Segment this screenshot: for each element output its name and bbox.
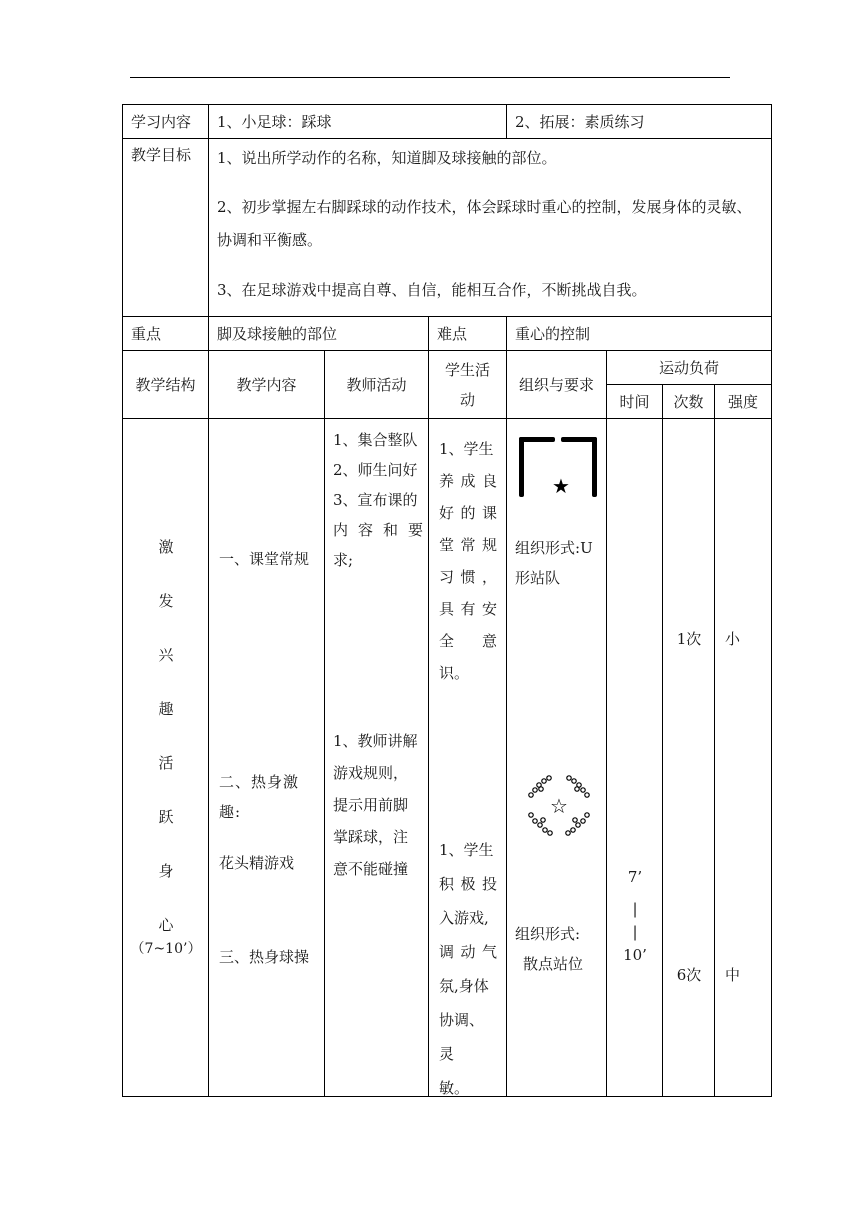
intensity-2: 中: [725, 966, 741, 984]
structure-char-7: 身: [158, 862, 174, 880]
teacher-item-1: 1、集合整队: [333, 431, 418, 449]
u-formation-diagram: [519, 437, 605, 503]
structure-duration: （7~10’）: [130, 941, 202, 957]
student-line: 习惯，: [439, 568, 497, 586]
time-end: 10’: [623, 946, 647, 964]
structure-char-5: 活: [158, 754, 174, 772]
student-line: 全 意: [439, 632, 497, 650]
difficulty-value: 重心的控制: [507, 317, 772, 351]
organization-text-1: [515, 533, 593, 593]
structure-char-2: 发: [158, 592, 174, 610]
key-point-label: 重点: [123, 317, 209, 351]
student-cell: [429, 419, 507, 1097]
time-dash-2: |: [632, 923, 638, 941]
content-item-ball-exercise: 三、热身球操: [219, 948, 310, 966]
intensity-1: 小: [725, 630, 741, 648]
student-line: 积极投: [439, 875, 497, 893]
structure-char-4: 趣: [158, 700, 174, 718]
student-line: 识。: [439, 664, 470, 682]
content-item-game: 花头精游戏: [219, 854, 295, 872]
col-header-load: 运动负荷: [607, 351, 772, 385]
header-row-1: [123, 351, 772, 385]
focus-row: [123, 317, 772, 351]
teacher-item-4d: 掌踩球，注: [333, 828, 409, 846]
student-line: 协调、灵: [439, 1011, 485, 1063]
structure-char-8: 心: [158, 916, 174, 934]
goal-3: 3、在足球游戏中提高自尊、自信，能相互合作，不断挑战自我。: [217, 281, 647, 299]
key-point-value: 脚及球接触的部位: [209, 317, 429, 351]
structure-char-6: 跃: [158, 808, 174, 826]
header-rule: [130, 77, 730, 78]
intensity-cell: [715, 419, 772, 1097]
student-line: 氛,身体: [439, 977, 489, 995]
structure-cell: [123, 419, 209, 1097]
scatter-formation-diagram: [525, 775, 593, 843]
teacher-item-4b: 游戏规则，: [333, 764, 409, 782]
goals-label: 教学目标: [123, 139, 209, 317]
content-item-routine: 一、课堂常规: [219, 550, 310, 568]
student-line: 入游戏,: [439, 909, 489, 927]
col-header-teacher: 教师活动: [325, 351, 429, 419]
student-line: 堂常规: [439, 536, 497, 554]
goal-2: 2、初步掌握左右脚踩球的动作技术，体会踩球时重心的控制，发展身体的灵敏、协调和平衡感。: [217, 198, 752, 249]
student-line: 1、学生: [439, 841, 494, 859]
col-header-structure: 教学结构: [123, 351, 209, 419]
time-start: 7’: [627, 868, 643, 886]
student-block-2: [439, 833, 497, 1105]
content-row: [123, 105, 772, 139]
time-cell: [607, 419, 663, 1097]
teacher-item-3a: 3、宣布课的: [333, 491, 418, 509]
student-line: 1、学生: [439, 440, 494, 458]
col-header-student: 学生活动: [429, 351, 507, 419]
student-line: 好的课: [439, 504, 497, 522]
student-block-1: [439, 433, 497, 689]
time-dash-1: |: [632, 900, 638, 918]
content-cell: [209, 419, 325, 1097]
col-header-content: 教学内容: [209, 351, 325, 419]
student-line: 敏。: [439, 1079, 470, 1097]
structure-char-3: 兴: [158, 646, 174, 664]
student-line: 具有安: [439, 600, 497, 618]
organization-u-line-2: 形站队: [515, 569, 561, 587]
teacher-item-2: 2、师生问好: [333, 461, 418, 479]
body-row: [123, 419, 772, 1097]
content-item-1: 1、小足球：踩球: [209, 105, 507, 139]
col-header-time: 时间: [607, 385, 663, 419]
count-cell: [663, 419, 715, 1097]
teacher-star-icon: ★: [552, 474, 570, 498]
content-item-warmup: 二、热身激趣:: [219, 773, 300, 821]
teacher-item-3c: 求;: [333, 551, 354, 569]
teacher-cell: [325, 419, 429, 1097]
content-label: 学习内容: [123, 105, 209, 139]
col-header-count: 次数: [663, 385, 715, 419]
count-1: 1次: [676, 630, 702, 648]
goals-cell: [209, 139, 772, 317]
difficulty-label: 难点: [429, 317, 507, 351]
col-header-organization: 组织与要求: [507, 351, 607, 419]
organization-cell: [507, 419, 607, 1097]
count-2: 6次: [676, 966, 702, 984]
teacher-item-3b: 内容和要: [333, 521, 423, 539]
structure-char-1: 激: [158, 538, 174, 556]
lesson-plan-table: [122, 104, 772, 1097]
organization-text-2: [515, 919, 583, 979]
teacher-item-4a: 1、教师讲解: [333, 732, 418, 750]
teacher-item-4e: 意不能碰撞: [333, 860, 409, 878]
organization-scatter-line-2: 散点站位: [523, 955, 584, 973]
teacher-item-4c: 提示用前脚: [333, 796, 409, 814]
organization-u-line-1: 组织形式:U: [515, 539, 593, 557]
student-line: 调动气: [439, 943, 497, 961]
content-item-2: 2、拓展：素质练习: [507, 105, 772, 139]
col-header-intensity: 强度: [715, 385, 772, 419]
goals-row: [123, 139, 772, 317]
student-line: 养成良: [439, 472, 497, 490]
teacher-star-outline-icon: ☆: [550, 794, 568, 818]
goal-1: 1、说出所学动作的名称，知道脚及球接触的部位。: [217, 149, 557, 167]
organization-scatter-line-1: 组织形式:: [515, 925, 581, 943]
